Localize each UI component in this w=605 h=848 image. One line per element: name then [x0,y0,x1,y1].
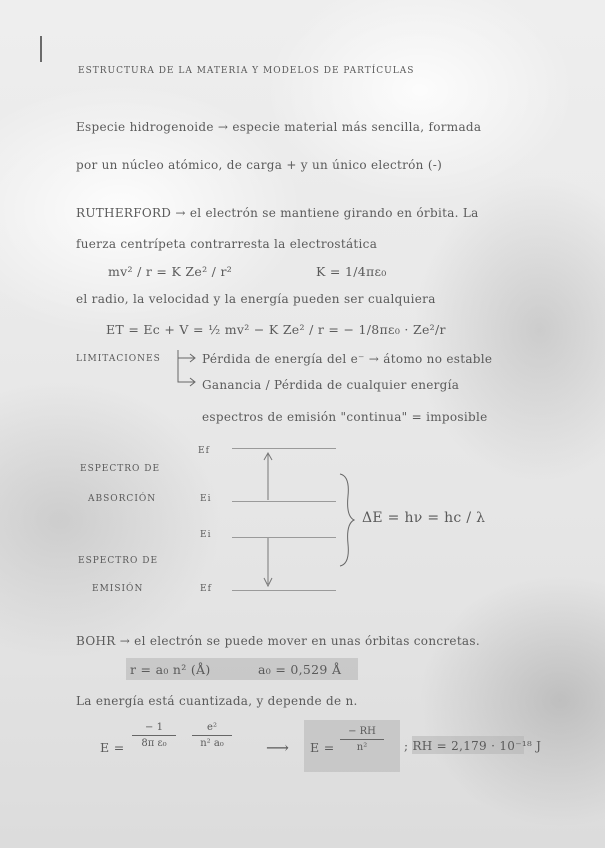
level-ef-bottom: Ef [200,584,212,594]
bohr-line-2: La energía está cuantizada, y depende de n. [76,694,358,708]
emission-label-2: EMISIÓN [92,584,144,594]
arrow-icon: ⟶ [266,738,290,757]
level-ei-lower: Ei [200,530,212,540]
level-ei: Ei [200,494,212,504]
energy-fraction-rh [340,726,384,753]
limitation-item-1: Pérdida de energía del e⁻ → átomo no estable [202,352,493,366]
energy-fraction-1-numerator: − 1 [145,722,163,733]
energy-fraction-1-denominator: 8π ε₀ [141,738,167,749]
absorption-arrow-up-icon [262,450,274,502]
rutherford-energy-equation: ET = Ec + V = ½ mv² − K Ze² / r = − 1/8πε₀ · Ze²/r [106,322,446,337]
margin-bracket-mark [40,36,42,62]
energy-level-lower-line [232,537,336,538]
energy-level-top-line [232,448,336,449]
bohr-radius-equation: r = a₀ n² (Å) [130,662,211,677]
energy-fraction-rh-denominator: n² [356,742,368,753]
limitation-item-3: espectros de emisión "continua" = imposible [202,410,488,424]
bohr-line-1: BOHR → el electrón se puede mover en unas órbitas concretas. [76,634,480,648]
energy-level-bottom-line [232,590,336,591]
bohr-radius-constant: a₀ = 0,529 Å [258,662,342,677]
energy-fraction-2-numerator: e² [207,722,217,733]
intro-line-1: Especie hidrogenoide → especie material más sencilla, formada [76,120,482,134]
intro-line-2: por un núcleo atómico, de carga + y un único electrón (-) [76,158,443,172]
emission-arrow-down-icon [262,536,274,590]
curly-brace-icon [336,472,358,568]
energy-fraction-2 [192,722,232,749]
delta-energy-equation: ΔE = hν = hc / λ [362,510,486,526]
energy-fraction-1 [132,722,176,749]
rutherford-force-equation: mv² / r = K Ze² / r² [108,264,233,279]
limitations-label: LIMITACIONES [76,354,161,364]
emission-label-1: ESPECTRO DE [78,556,159,566]
limitations-arrows-icon [172,348,202,390]
fraction-bar [132,735,176,736]
fraction-bar [192,735,232,736]
level-ef-top: Ef [198,446,210,456]
coulomb-constant: K = 1/4πε₀ [316,264,387,279]
energy-formula-lhs: E = [100,740,125,755]
limitation-item-2: Ganancia / Pérdida de cualquier energía [202,378,460,392]
absorption-label-2: ABSORCIÓN [88,494,157,504]
rutherford-line-1: RUTHERFORD → el electrón se mantiene girando en órbita. La [76,206,479,220]
energy-rhs-lhs: E = [310,740,335,755]
fraction-bar [340,739,384,740]
rutherford-line-2: fuerza centrípeta contrarresta la electrostática [76,237,378,251]
rutherford-line-3: el radio, la velocidad y la energía pueden ser cualquiera [76,292,436,306]
rydberg-constant-value: ; RH = 2,179 · 10⁻¹⁸ J [404,739,542,753]
absorption-label-1: ESPECTRO DE [80,464,161,474]
energy-fraction-rh-numerator: − RH [348,726,376,737]
energy-fraction-2-denominator: n² a₀ [200,738,224,749]
page-title: ESTRUCTURA DE LA MATERIA Y MODELOS DE PARTÍCULAS [78,66,415,76]
energy-level-ei-line [232,501,336,502]
